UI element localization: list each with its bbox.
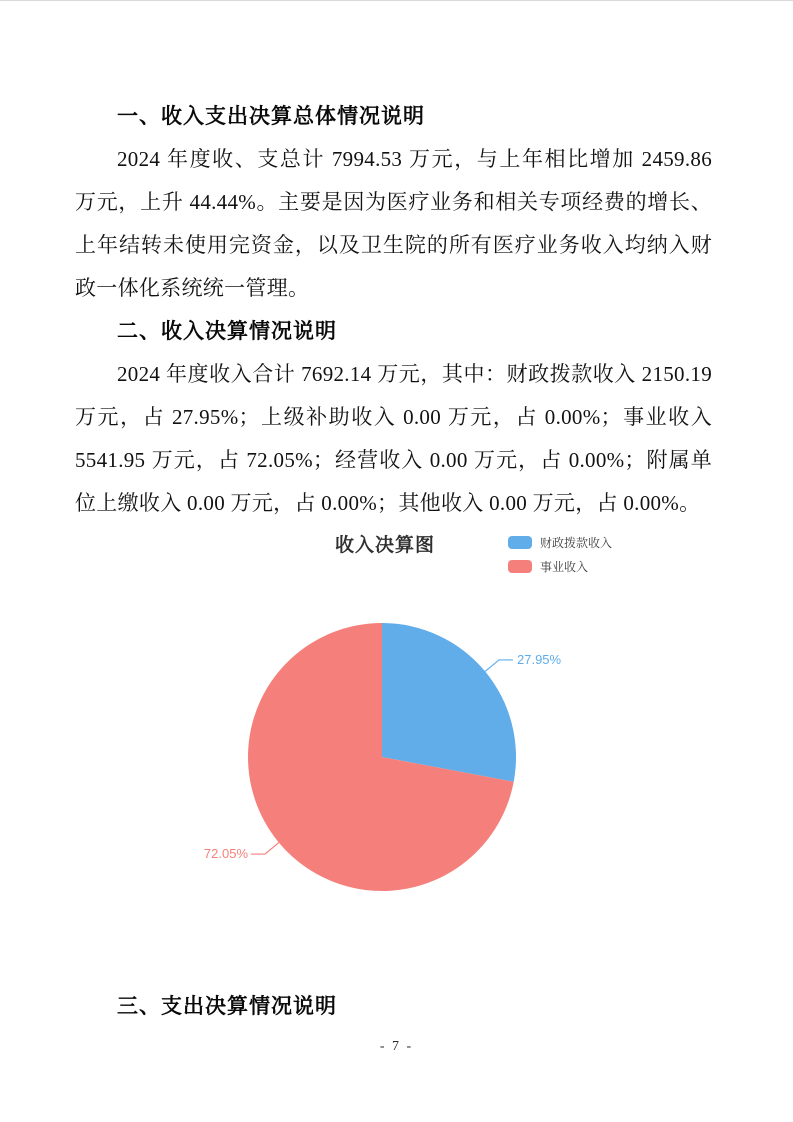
section-3-heading: 三、支出决算情况说明 [117,995,337,1018]
section-3 [75,985,712,1028]
section-1-heading: 一、收入支出决算总体情况说明 [117,105,425,128]
pie-slice-1 [248,623,514,891]
legend-label-fiscal: 财政拨款收入 [540,535,613,550]
document-body [75,95,712,525]
pie-slice-label-business: 72.05% [203,846,248,861]
legend-item-business [508,554,612,578]
section-1-paragraph: 2024 年度收、支总计 7994.53 万元，与上年相比增加 2459.86 万元，上升 44.44%。主要是因为医疗业务和相关专项经费的增长、上年结转未使用完资金，以及卫生院的所有医疗业务收入均纳入财政一体化系统统一管理。 [75,147,712,300]
section-2-heading: 二、收入决算情况说明 [117,320,337,343]
legend-swatch-1 [508,560,532,573]
pie-leader-line-1 [251,843,279,854]
chart-title: 收入决算图 [335,535,436,556]
legend-swatch-0 [508,536,532,549]
pie-slice-label-fiscal: 27.95% [517,652,562,667]
pie-leader-line-0 [485,660,513,671]
legend-label-business: 事业收入 [540,559,589,574]
legend-item-fiscal [508,530,612,554]
section-2-paragraph: 2024 年度收入合计 7692.14 万元，其中：财政拨款收入 2150.19 万元，占 27.95%；上级补助收入 0.00 万元，占 0.00%；事业收入 5541.95 万元，占 72.05%；经营收入 0.00 万元，占 0.00%；附属单位上缴收入 0.00 万元，占 0.00%；其他收入 0.00 万元，占 0.00%。 [75,362,712,515]
pie-slice-0 [382,623,516,782]
chart-legend [508,530,612,578]
page-number: - 7 - [379,1039,414,1054]
